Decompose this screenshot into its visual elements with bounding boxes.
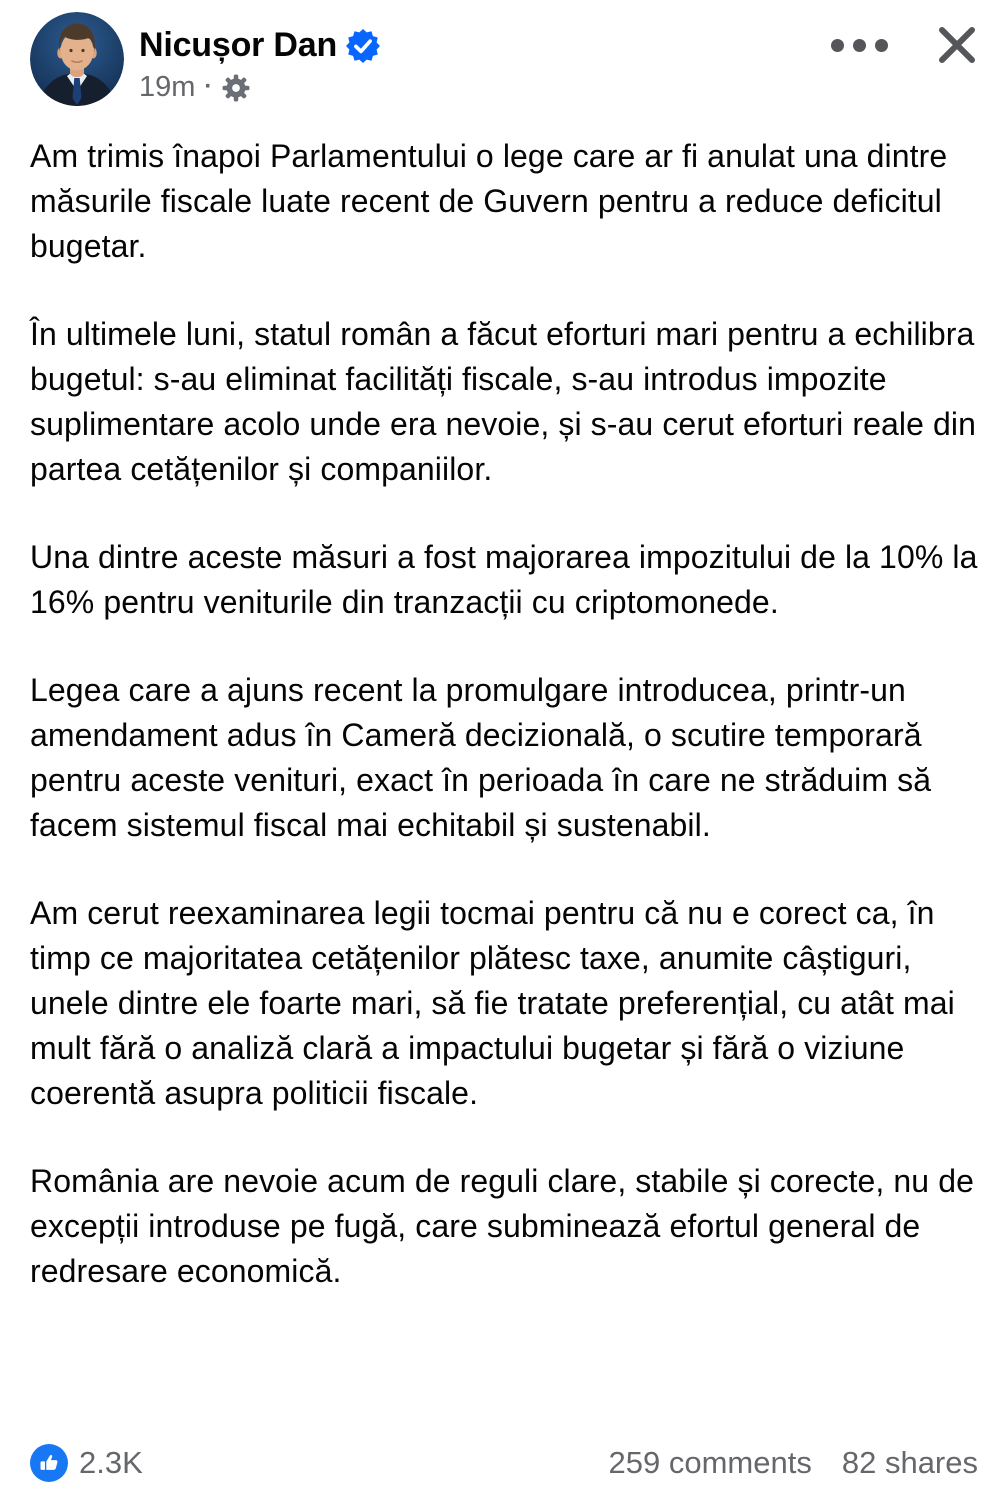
avatar-image bbox=[30, 12, 124, 106]
shares-count[interactable]: 82 shares bbox=[841, 1445, 978, 1480]
gear-icon bbox=[221, 73, 251, 103]
post-timestamp[interactable]: 19m bbox=[139, 71, 196, 103]
ellipsis-menu-icon bbox=[831, 39, 888, 52]
meta-separator: · bbox=[204, 73, 213, 100]
post-paragraph: Legea care a ajuns recent la promulgare introducea, printr-un amendament adus în Cameră decizională, o scutire temporară pentru aceste venituri, exact în perioada în care ne străduim să facem sistemul fiscal mai echitabil și sustenabil. bbox=[30, 672, 932, 843]
engagement-bar bbox=[30, 1441, 978, 1485]
avatar[interactable] bbox=[30, 12, 124, 106]
like-reaction-badge bbox=[30, 1444, 68, 1482]
close-button[interactable] bbox=[928, 16, 986, 74]
header-text-block bbox=[139, 25, 380, 105]
post-paragraph: Una dintre aceste măsuri a fost majorarea impozitului de la 10% la 16% pentru veniturile din tranzacții cu criptomonede. bbox=[30, 539, 978, 620]
post-paragraph: În ultimele luni, statul român a făcut eforturi mari pentru a echilibra bugetul: s-au eliminat facilități fiscale, s-au introdus impozite suplimentare acolo unde era nevoie, și s-au cerut eforturi reale din partea cetățenilor și companiilor. bbox=[30, 316, 976, 487]
author-name[interactable]: Nicușor Dan bbox=[139, 26, 338, 64]
like-count: 2.3K bbox=[79, 1445, 143, 1480]
post-paragraph: Am trimis înapoi Parlamentului o lege care ar fi anulat una dintre măsurile fiscale luate recent de Guvern pentru a reduce deficitul bugetar. bbox=[30, 138, 948, 264]
post-paragraph: Am cerut reexaminarea legii tocmai pentru că nu e corect ca, în timp ce majoritatea cetățenilor plătesc taxe, anumite câștiguri, unele dintre ele foarte mari, să fie tratate preferențial, cu atât mai mult fără o analiză clară a impactului bugetar și fără o viziune coerentă asupra politicii fiscale. bbox=[30, 895, 955, 1111]
thumbs-up-icon bbox=[37, 1451, 61, 1475]
post-content bbox=[0, 106, 1008, 1294]
like-count-group[interactable] bbox=[30, 1444, 143, 1482]
verified-badge-icon bbox=[346, 29, 380, 63]
post-header bbox=[0, 0, 1008, 106]
post-options-button[interactable] bbox=[825, 33, 894, 58]
post-paragraph: România are nevoie acum de reguli clare, stabile și corecte, nu de excepții introduse pe fugă, care subminează efortul general de redresare economică. bbox=[30, 1163, 974, 1289]
comments-count[interactable]: 259 comments bbox=[608, 1445, 812, 1480]
close-icon bbox=[934, 22, 980, 68]
